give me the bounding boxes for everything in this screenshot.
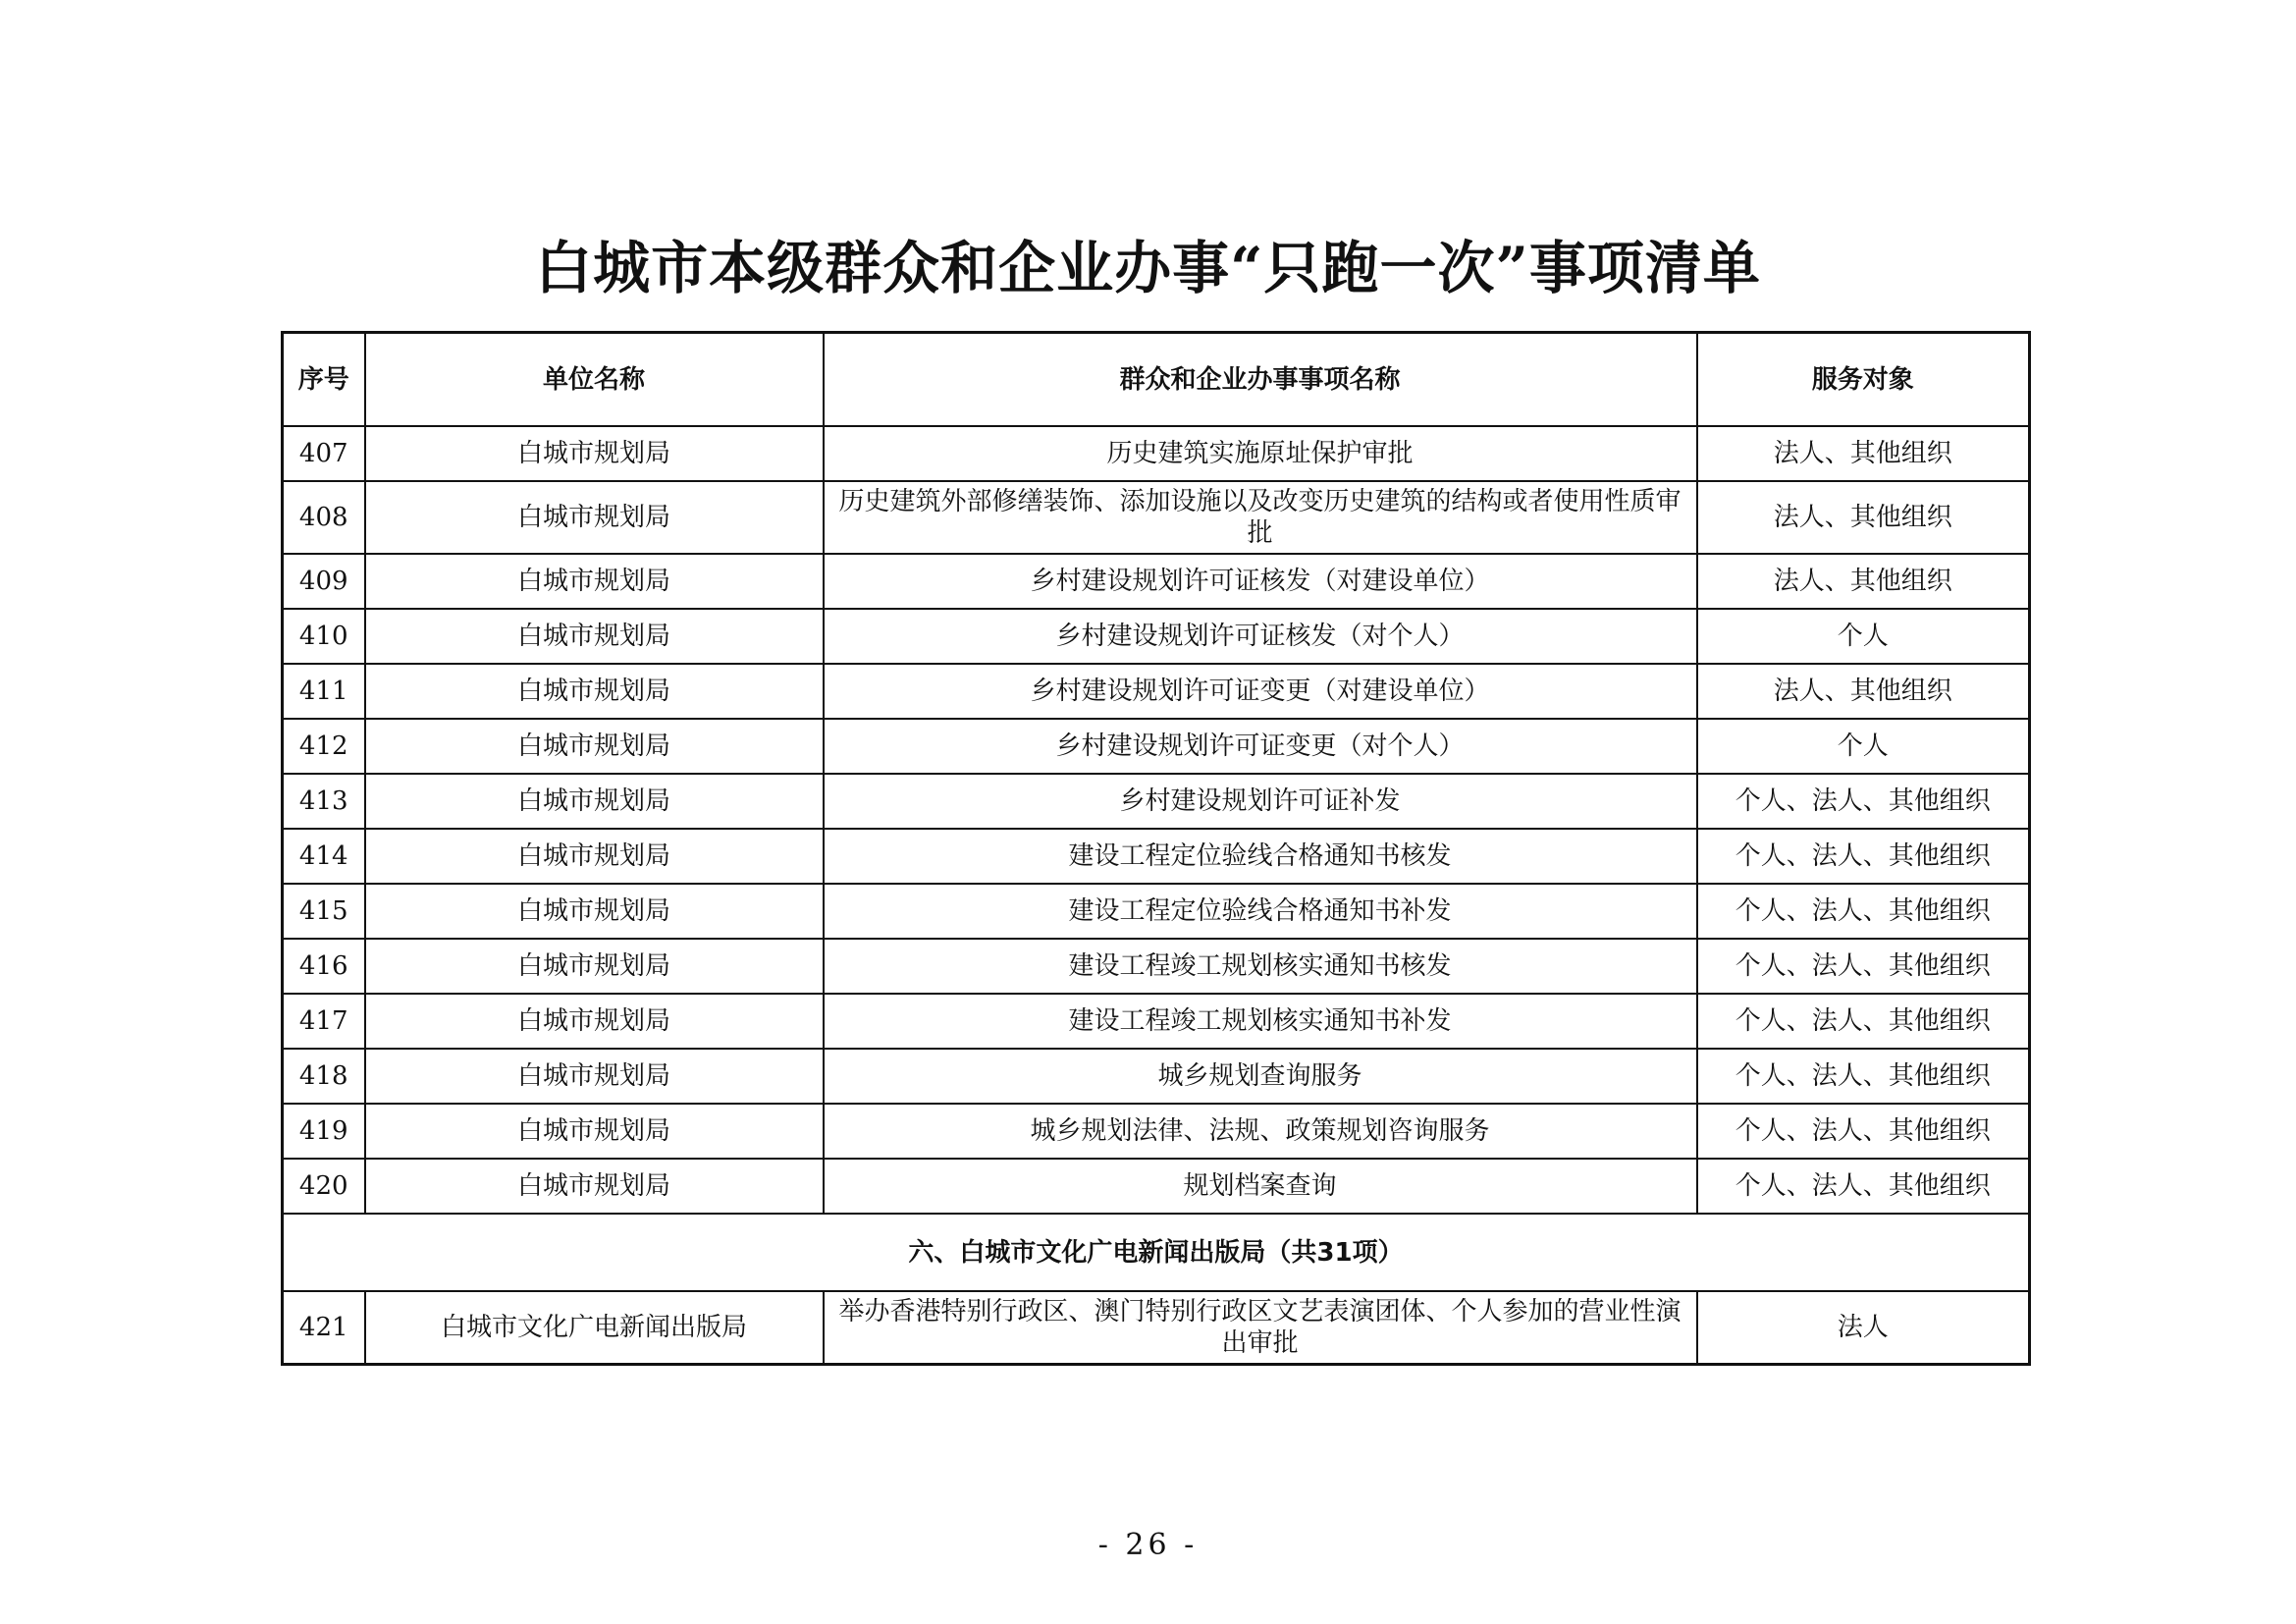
row-target: 个人、法人、其他组织: [1697, 939, 2030, 994]
row-unit: 白城市规划局: [365, 939, 824, 994]
row-item: 历史建筑实施原址保护审批: [824, 426, 1697, 481]
items-table: [281, 331, 2031, 1366]
row-seq: 415: [283, 884, 365, 939]
table-row: [283, 884, 2030, 939]
table-row: [283, 664, 2030, 719]
table-row: [283, 1104, 2030, 1159]
table-row: [283, 994, 2030, 1049]
row-item: 乡村建设规划许可证变更（对建设单位）: [824, 664, 1697, 719]
row-item: 城乡规划法律、法规、政策规划咨询服务: [824, 1104, 1697, 1159]
row-seq: 417: [283, 994, 365, 1049]
row-seq: 410: [283, 609, 365, 664]
row-unit: 白城市规划局: [365, 609, 824, 664]
row-seq: 409: [283, 554, 365, 609]
document-title: 白城市本级群众和企业办事“只跑一次”事项清单: [535, 235, 1761, 301]
row-seq: 413: [283, 774, 365, 829]
row-seq: 407: [283, 426, 365, 481]
table-row: [283, 426, 2030, 481]
row-unit: 白城市规划局: [365, 481, 824, 554]
row-target: 个人、法人、其他组织: [1697, 1159, 2030, 1214]
row-target: 法人: [1697, 1291, 2030, 1365]
page-number: - 26 -: [1097, 1528, 1199, 1562]
row-unit: 白城市规划局: [365, 719, 824, 774]
row-target: 个人、法人、其他组织: [1697, 1049, 2030, 1104]
row-item: 建设工程竣工规划核实通知书核发: [824, 939, 1697, 994]
table-header-row: [283, 333, 2030, 427]
row-unit: 白城市规划局: [365, 664, 824, 719]
row-seq: 408: [283, 481, 365, 554]
table-row: [283, 1159, 2030, 1214]
row-seq: 418: [283, 1049, 365, 1104]
row-seq: 420: [283, 1159, 365, 1214]
row-target: 个人、法人、其他组织: [1697, 1104, 2030, 1159]
row-target: 个人、法人、其他组织: [1697, 829, 2030, 884]
row-target: 法人、其他组织: [1697, 664, 2030, 719]
row-seq: 414: [283, 829, 365, 884]
row-target: 个人: [1697, 609, 2030, 664]
row-item: 建设工程定位验线合格通知书核发: [824, 829, 1697, 884]
row-target: 个人、法人、其他组织: [1697, 884, 2030, 939]
row-item: 乡村建设规划许可证核发（对建设单位）: [824, 554, 1697, 609]
row-unit: 白城市规划局: [365, 554, 824, 609]
row-item: 规划档案查询: [824, 1159, 1697, 1214]
row-unit: 白城市规划局: [365, 774, 824, 829]
table-row: [283, 939, 2030, 994]
row-unit: 白城市规划局: [365, 1104, 824, 1159]
row-seq: 419: [283, 1104, 365, 1159]
table-row: [283, 1049, 2030, 1104]
row-target: 法人、其他组织: [1697, 426, 2030, 481]
section-title: 六、白城市文化广电新闻出版局（共31项）: [283, 1214, 2030, 1291]
row-seq: 421: [283, 1291, 365, 1365]
header-target: 服务对象: [1697, 333, 2030, 427]
row-target: 法人、其他组织: [1697, 481, 2030, 554]
table-row: [283, 609, 2030, 664]
section-header-row: [283, 1214, 2030, 1291]
row-item: 城乡规划查询服务: [824, 1049, 1697, 1104]
row-item: 乡村建设规划许可证变更（对个人）: [824, 719, 1697, 774]
row-unit: 白城市文化广电新闻出版局: [365, 1291, 824, 1365]
row-target: 个人、法人、其他组织: [1697, 774, 2030, 829]
row-unit: 白城市规划局: [365, 884, 824, 939]
header-item: 群众和企业办事事项名称: [824, 333, 1697, 427]
row-unit: 白城市规划局: [365, 994, 824, 1049]
row-unit: 白城市规划局: [365, 1159, 824, 1214]
header-unit: 单位名称: [365, 333, 824, 427]
row-item: 举办香港特别行政区、澳门特别行政区文艺表演团体、个人参加的营业性演出审批: [824, 1291, 1697, 1365]
table-row: [283, 554, 2030, 609]
row-target: 法人、其他组织: [1697, 554, 2030, 609]
row-item: 建设工程定位验线合格通知书补发: [824, 884, 1697, 939]
row-target: 个人: [1697, 719, 2030, 774]
row-item: 建设工程竣工规划核实通知书补发: [824, 994, 1697, 1049]
row-target: 个人、法人、其他组织: [1697, 994, 2030, 1049]
row-seq: 412: [283, 719, 365, 774]
row-item: 乡村建设规划许可证补发: [824, 774, 1697, 829]
table-row: [283, 829, 2030, 884]
row-unit: 白城市规划局: [365, 1049, 824, 1104]
row-unit: 白城市规划局: [365, 426, 824, 481]
row-unit: 白城市规划局: [365, 829, 824, 884]
row-item: 乡村建设规划许可证核发（对个人）: [824, 609, 1697, 664]
table-row: [283, 774, 2030, 829]
table-row: [283, 719, 2030, 774]
row-seq: 411: [283, 664, 365, 719]
table-row: [283, 1291, 2030, 1365]
row-item: 历史建筑外部修缮装饰、添加设施以及改变历史建筑的结构或者使用性质审批: [824, 481, 1697, 554]
table-row: [283, 481, 2030, 554]
header-seq: 序号: [283, 333, 365, 427]
row-seq: 416: [283, 939, 365, 994]
